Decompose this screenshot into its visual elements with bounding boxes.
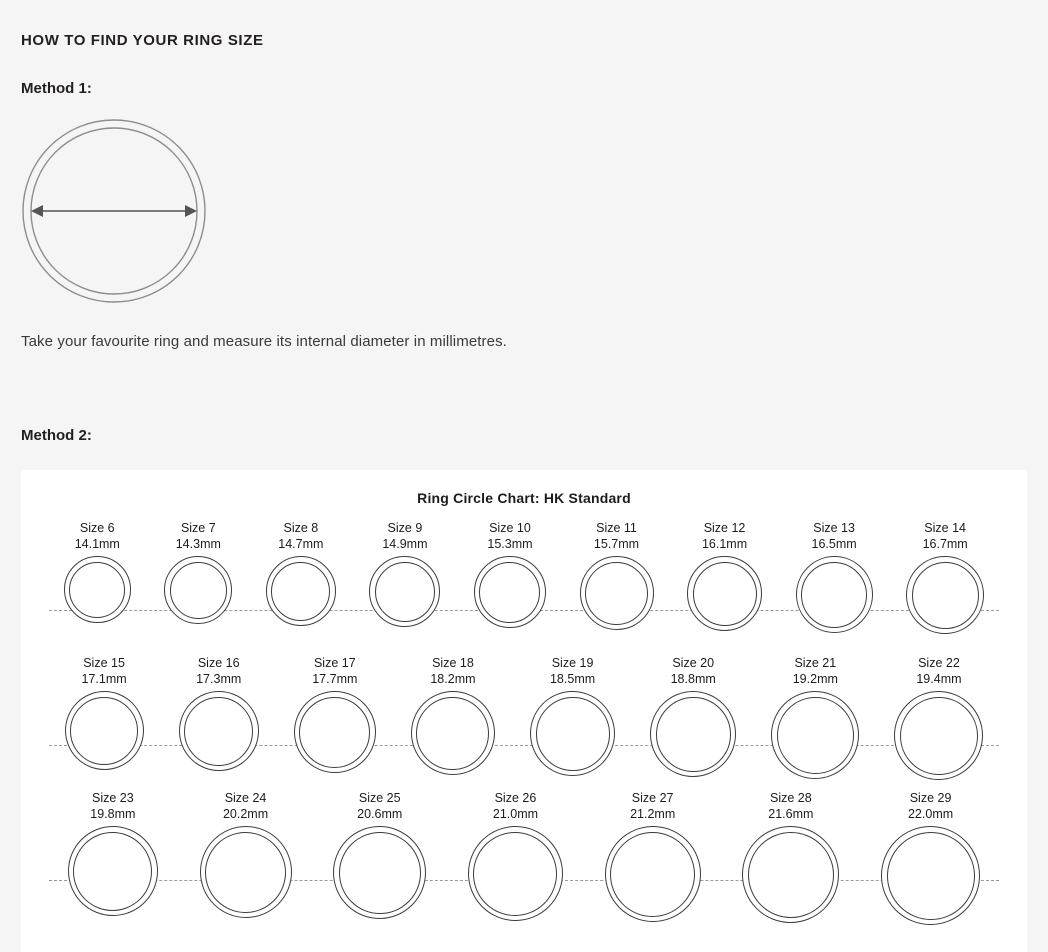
ring-size-cell[interactable] xyxy=(65,655,144,770)
ring-size-cell[interactable] xyxy=(530,655,615,776)
ring-diameter-label: 17.1mm xyxy=(81,672,127,686)
ring-diameter-label: 16.7mm xyxy=(922,537,968,551)
ring-outer-circle xyxy=(179,691,259,771)
ring-outer-circle xyxy=(530,691,615,776)
ring-size-cell[interactable] xyxy=(164,520,232,624)
ring-outer-circle xyxy=(68,826,158,916)
ring-size-label: Size 24 xyxy=(224,791,267,805)
ring-diameter-label: 16.1mm xyxy=(701,537,748,551)
ring-circle-wrapper xyxy=(771,691,859,779)
ring-size-label: Size 21 xyxy=(794,656,837,670)
ring-inner-circle xyxy=(73,832,152,911)
ring-size-label: Size 19 xyxy=(551,656,594,670)
method-1-caption: Take your favourite ring and measure its internal diameter in millimetres. xyxy=(21,333,507,350)
ring-diameter-label: 21.2mm xyxy=(630,807,676,821)
ring-outer-circle xyxy=(796,556,873,633)
ring-diameter-label: 19.8mm xyxy=(90,807,136,821)
ring-inner-circle xyxy=(205,832,286,913)
ring-size-cell[interactable] xyxy=(894,655,983,780)
ring-size-cell[interactable] xyxy=(605,790,701,922)
ring-circle-wrapper xyxy=(580,556,654,630)
ring-outer-circle xyxy=(906,556,984,634)
ring-inner-circle xyxy=(473,832,557,916)
ring-size-label: Size 27 xyxy=(631,791,674,805)
ring-chart-row-cells xyxy=(21,790,1027,925)
page-title: HOW TO FIND YOUR RING SIZE xyxy=(21,32,264,49)
ring-outer-circle xyxy=(369,556,440,627)
ring-diameter-label: 19.2mm xyxy=(792,672,838,686)
ring-circle-wrapper xyxy=(881,826,980,925)
ring-size-label: Size 29 xyxy=(909,791,952,805)
ring-circle-wrapper xyxy=(266,556,336,626)
ring-inner-circle xyxy=(479,562,540,623)
ring-outer-circle xyxy=(580,556,654,630)
ring-size-label: Size 26 xyxy=(494,791,537,805)
ring-circle-wrapper xyxy=(65,691,144,770)
ring-outer-circle xyxy=(266,556,336,626)
ring-diameter-label: 17.7mm xyxy=(312,672,358,686)
ring-size-cell[interactable] xyxy=(881,790,980,925)
ring-outer-circle xyxy=(894,691,983,780)
ring-diameter-label: 20.2mm xyxy=(222,807,269,821)
ring-diameter-label: 21.0mm xyxy=(492,807,539,821)
ring-outer-circle xyxy=(164,556,232,624)
ring-size-label: Size 6 xyxy=(79,521,115,535)
ring-size-label: Size 12 xyxy=(703,521,746,535)
ring-size-label: Size 11 xyxy=(596,521,637,535)
ring-outer-circle xyxy=(771,691,859,779)
ring-circle-chart-panel xyxy=(21,470,1027,952)
ring-chart-row xyxy=(21,655,1027,790)
ring-inner-circle xyxy=(887,832,975,920)
ring-size-label: Size 8 xyxy=(283,521,319,535)
ring-circle-wrapper xyxy=(474,556,546,628)
ring-diameter-label: 14.3mm xyxy=(175,537,221,551)
ring-inner-circle xyxy=(299,697,370,768)
ring-diameter-label: 14.7mm xyxy=(278,537,324,551)
ring-outer-circle xyxy=(333,826,426,919)
ring-size-cell[interactable] xyxy=(369,520,440,627)
ring-size-label: Size 20 xyxy=(672,656,715,670)
ring-size-label: Size 22 xyxy=(918,656,960,670)
ring-size-label: Size 28 xyxy=(770,791,812,805)
ring-diameter-label: 17.3mm xyxy=(196,672,242,686)
ring-size-cell[interactable] xyxy=(687,520,762,631)
ring-inner-circle xyxy=(271,562,330,621)
ring-size-cell[interactable] xyxy=(179,655,259,771)
ring-size-cell[interactable] xyxy=(906,520,984,634)
ring-circle-wrapper xyxy=(742,826,839,923)
ring-chart-rows xyxy=(21,520,1027,925)
ring-diameter-label: 18.5mm xyxy=(549,672,596,686)
ring-size-label: Size 18 xyxy=(432,656,474,670)
ring-diameter-label: 14.9mm xyxy=(382,537,428,551)
ring-chart-row-cells xyxy=(21,520,1027,634)
ring-size-label: Size 7 xyxy=(180,521,216,535)
ring-circle-wrapper xyxy=(369,556,440,627)
ring-size-cell[interactable] xyxy=(796,520,873,633)
ring-outer-circle xyxy=(411,691,495,775)
ring-diameter-label: 18.8mm xyxy=(670,672,716,686)
ring-circle-wrapper xyxy=(530,691,615,776)
ring-inner-circle xyxy=(339,832,421,914)
chart-title: Ring Circle Chart: HK Standard xyxy=(417,490,631,506)
ring-outer-circle xyxy=(65,691,144,770)
ring-circle-wrapper xyxy=(200,826,292,918)
ring-inner-circle xyxy=(777,697,854,774)
ring-outer-circle xyxy=(468,826,563,921)
ring-size-cell[interactable] xyxy=(650,655,736,777)
ring-size-cell[interactable] xyxy=(580,520,654,630)
ring-size-cell[interactable] xyxy=(468,790,563,921)
ring-diameter-label: 19.4mm xyxy=(916,672,962,686)
ring-inner-circle xyxy=(416,697,489,770)
ring-size-label: Size 25 xyxy=(358,791,401,805)
ring-circle-wrapper xyxy=(333,826,426,919)
ring-circle-wrapper xyxy=(906,556,984,634)
ring-circle-wrapper xyxy=(468,826,563,921)
ring-size-cell[interactable] xyxy=(742,790,839,923)
ring-inner-circle xyxy=(801,562,867,628)
ring-size-label: Size 17 xyxy=(313,656,356,670)
ring-chart-row xyxy=(21,790,1027,925)
ring-inner-circle xyxy=(184,697,253,766)
ring-size-label: Size 9 xyxy=(387,521,423,535)
ring-size-cell[interactable] xyxy=(333,790,426,919)
method-1-label: Method 1: xyxy=(21,80,92,97)
method-2-label: Method 2: xyxy=(21,427,92,444)
ring-circle-wrapper xyxy=(687,556,762,631)
ring-circle-wrapper xyxy=(68,826,158,916)
ring-circle-wrapper xyxy=(411,691,495,775)
ring-inner-circle xyxy=(70,697,138,765)
ring-diameter-label: 15.3mm xyxy=(487,537,533,551)
ring-size-label: Size 15 xyxy=(83,656,125,670)
ring-size-cell[interactable] xyxy=(411,655,495,775)
ring-inner-circle xyxy=(656,697,731,772)
ring-outer-circle xyxy=(605,826,701,922)
ring-inner-circle xyxy=(912,562,979,629)
ring-outer-circle xyxy=(294,691,376,773)
ring-size-cell[interactable] xyxy=(68,790,158,916)
ring-inner-circle xyxy=(69,562,125,618)
ring-size-label: Size 16 xyxy=(197,656,240,670)
ring-size-label: Size 23 xyxy=(91,791,134,805)
ring-circle-wrapper xyxy=(164,556,232,624)
ring-inner-circle xyxy=(170,562,227,619)
ring-inner-circle xyxy=(693,562,757,626)
ring-diameter-diagram xyxy=(21,118,207,304)
ring-inner-circle xyxy=(375,562,435,622)
ring-outer-circle xyxy=(64,556,131,623)
ring-size-cell[interactable] xyxy=(294,655,376,773)
ring-circle-wrapper xyxy=(64,556,131,623)
ring-size-cell[interactable] xyxy=(266,520,336,626)
ring-circle-wrapper xyxy=(796,556,873,633)
ring-size-label: Size 13 xyxy=(813,521,855,535)
ring-circle-wrapper xyxy=(294,691,376,773)
ring-inner-circle xyxy=(585,562,648,625)
ring-outer-circle xyxy=(650,691,736,777)
ring-size-cell[interactable] xyxy=(200,790,292,918)
ring-chart-row-cells xyxy=(21,655,1027,780)
ring-size-cell[interactable] xyxy=(771,655,859,779)
ring-outer-circle xyxy=(742,826,839,923)
ring-inner-circle xyxy=(536,697,610,771)
ring-circle-wrapper xyxy=(894,691,983,780)
ring-diameter-label: 18.2mm xyxy=(430,672,476,686)
ring-outer-circle xyxy=(474,556,546,628)
ring-diameter-label: 20.6mm xyxy=(357,807,403,821)
ring-inner-circle xyxy=(900,697,978,775)
ring-size-cell[interactable] xyxy=(64,520,131,623)
ring-diameter-label: 16.5mm xyxy=(811,537,857,551)
ring-diameter-label: 21.6mm xyxy=(768,807,814,821)
ring-size-label: Size 14 xyxy=(924,521,966,535)
ring-diameter-label: 22.0mm xyxy=(907,807,954,821)
ring-circle-wrapper xyxy=(605,826,701,922)
ring-inner-circle xyxy=(610,832,695,917)
ring-size-cell[interactable] xyxy=(474,520,546,628)
ring-outer-circle xyxy=(881,826,980,925)
ring-size-label: Size 10 xyxy=(489,521,531,535)
ring-chart-row xyxy=(21,520,1027,655)
ring-circle-wrapper xyxy=(179,691,259,771)
ring-inner-circle xyxy=(748,832,834,918)
ring-outer-circle xyxy=(200,826,292,918)
ring-outer-circle xyxy=(687,556,762,631)
ring-circle-wrapper xyxy=(650,691,736,777)
ring-diameter-label: 14.1mm xyxy=(74,537,120,551)
ring-diameter-label: 15.7mm xyxy=(593,537,640,551)
